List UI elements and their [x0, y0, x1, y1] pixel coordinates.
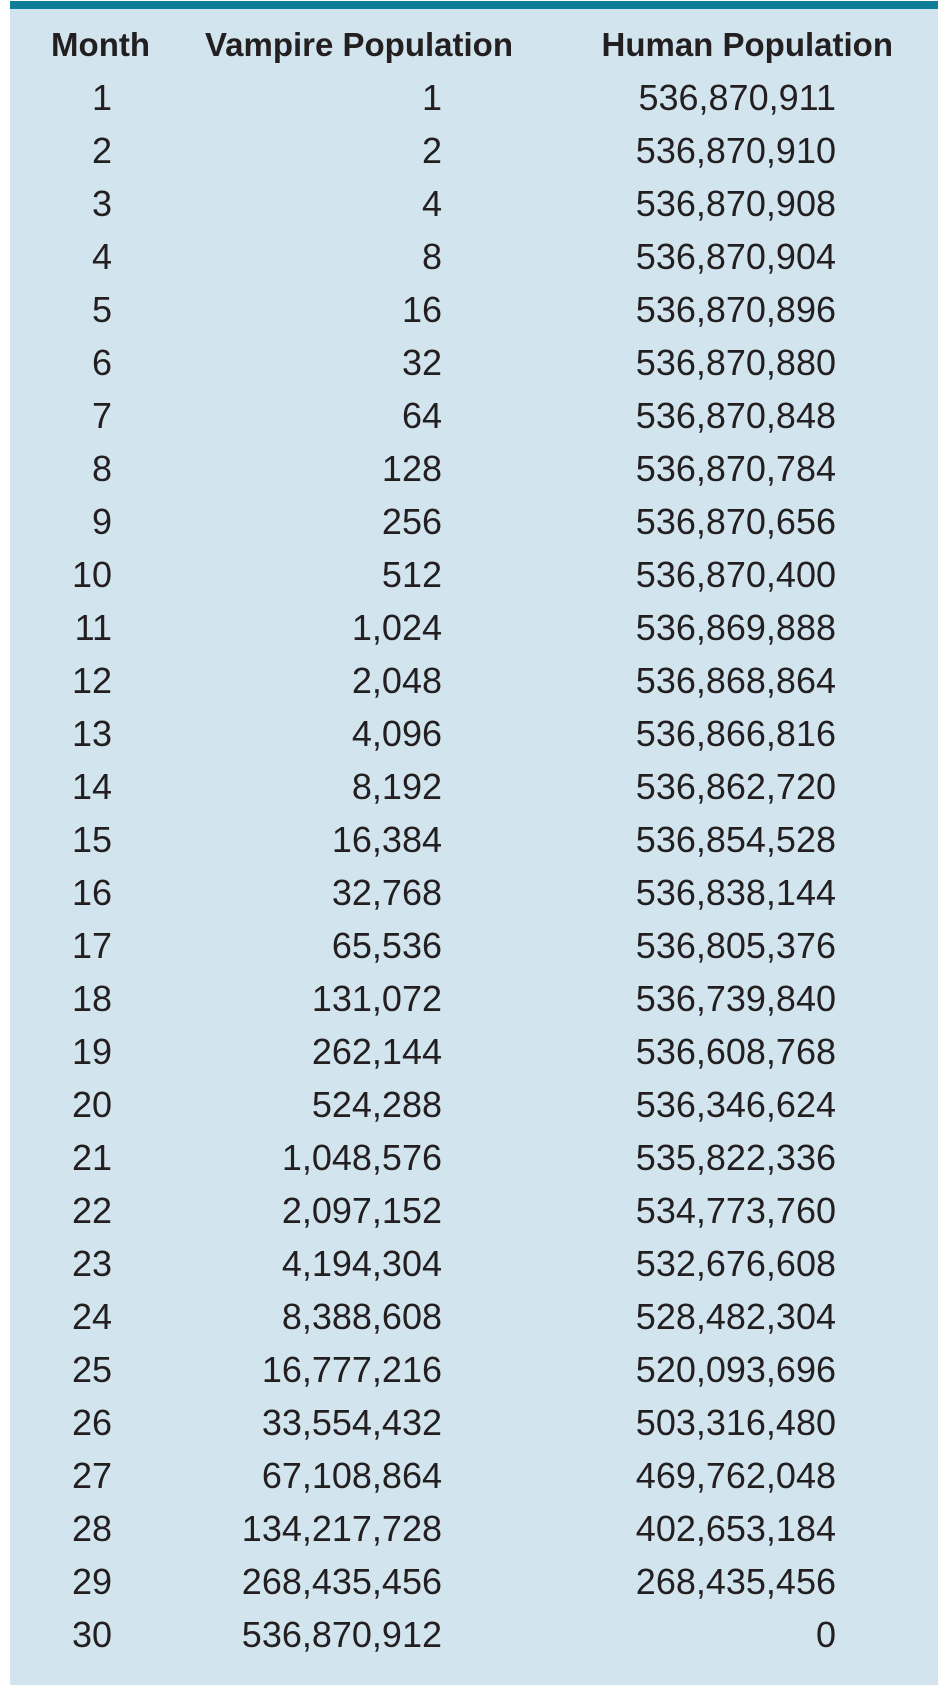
human-population-cell: 268,435,456 [635, 1560, 836, 1602]
table-row [10, 1078, 938, 1131]
spacer-cell [893, 495, 938, 548]
vampire-population-cell: 4 [421, 182, 442, 224]
month-cell: 28 [71, 1507, 112, 1549]
human-population-cell: 536,862,720 [635, 765, 836, 807]
human-population-cell: 536,870,911 [638, 76, 836, 118]
month-cell: 20 [71, 1083, 112, 1125]
table-row [10, 707, 938, 760]
vampire-population-cell: 131,072 [311, 977, 442, 1019]
spacer-cell [893, 1396, 938, 1449]
vampire-population-cell: 16,777,216 [261, 1348, 442, 1390]
vampire-population-cell: 268,435,456 [241, 1560, 442, 1602]
spacer-cell [893, 654, 938, 707]
spacer-column [893, 9, 938, 71]
spacer-cell [893, 707, 938, 760]
table-row [10, 1555, 938, 1608]
month-cell: 16 [71, 871, 112, 913]
human-population-cell: 536,870,908 [635, 182, 836, 224]
human-population-cell: 536,838,144 [635, 871, 836, 913]
month-cell: 2 [91, 129, 112, 171]
spacer-cell [893, 601, 938, 654]
month-cell: 4 [91, 235, 112, 277]
vampire-population-cell: 32,768 [331, 871, 442, 913]
table-row [10, 230, 938, 283]
human-population-cell: 536,805,376 [635, 924, 836, 966]
table-row [10, 1290, 938, 1343]
human-population-cell: 536,739,840 [635, 977, 836, 1019]
table-row [10, 1396, 938, 1449]
human-population-cell: 535,822,336 [635, 1136, 836, 1178]
human-population-cell: 0 [815, 1613, 836, 1655]
month-cell: 3 [91, 182, 112, 224]
vampire-population-cell: 67,108,864 [261, 1454, 442, 1496]
table-row [10, 1237, 938, 1290]
month-cell: 15 [71, 818, 112, 860]
human-population-cell: 536,870,784 [635, 447, 836, 489]
month-cell: 29 [71, 1560, 112, 1602]
spacer-cell [893, 1608, 938, 1661]
spacer-cell [893, 1025, 938, 1078]
spacer-cell [893, 389, 938, 442]
vampire-population-cell: 524,288 [311, 1083, 442, 1125]
table-row [10, 1449, 938, 1502]
spacer-cell [893, 442, 938, 495]
human-population-cell: 536,866,816 [635, 712, 836, 754]
spacer-cell [893, 919, 938, 972]
table-row [10, 177, 938, 230]
table-row [10, 336, 938, 389]
spacer-cell [893, 1290, 938, 1343]
human-population-cell: 520,093,696 [635, 1348, 836, 1390]
vampire-population-cell: 65,536 [331, 924, 442, 966]
header-row [10, 9, 938, 71]
human-population-cell: 536,608,768 [635, 1030, 836, 1072]
vampire-population-cell: 32 [401, 341, 442, 383]
month-cell: 7 [91, 394, 112, 436]
human-population-cell: 536,870,656 [635, 500, 836, 542]
spacer-cell [893, 1131, 938, 1184]
table-row [10, 283, 938, 336]
month-cell: 17 [71, 924, 112, 966]
month-cell: 14 [71, 765, 112, 807]
human-population-cell: 536,868,864 [635, 659, 836, 701]
table-row [10, 654, 938, 707]
human-population-cell: 536,854,528 [635, 818, 836, 860]
human-population-cell: 536,870,910 [635, 129, 836, 171]
month-cell: 13 [71, 712, 112, 754]
vampire-population-cell: 16 [401, 288, 442, 330]
vampire-population-column-header: Vampire Population [204, 26, 513, 63]
vampire-population-cell: 8,388,608 [281, 1295, 442, 1337]
table-row [10, 1608, 938, 1661]
table-row [10, 813, 938, 866]
month-cell: 10 [71, 553, 112, 595]
spacer-cell [893, 230, 938, 283]
month-cell: 5 [91, 288, 112, 330]
spacer-cell [893, 71, 938, 124]
table-row [10, 1343, 938, 1396]
human-population-cell: 469,762,048 [635, 1454, 836, 1496]
table-row [10, 919, 938, 972]
human-population-cell: 536,870,880 [635, 341, 836, 383]
spacer-cell [893, 177, 938, 230]
vampire-population-cell: 1 [421, 76, 442, 118]
vampire-population-cell: 512 [381, 553, 442, 595]
human-population-cell: 503,316,480 [635, 1401, 836, 1443]
spacer-cell [893, 1078, 938, 1131]
vampire-population-cell: 4,194,304 [281, 1242, 442, 1284]
month-column-header: Month [51, 26, 150, 63]
month-cell: 30 [71, 1613, 112, 1655]
table-row [10, 866, 938, 919]
spacer-cell [893, 1343, 938, 1396]
month-cell: 6 [91, 341, 112, 383]
spacer-cell [893, 1449, 938, 1502]
month-cell: 12 [71, 659, 112, 701]
population-table [10, 9, 938, 1661]
vampire-population-cell: 2 [421, 129, 442, 171]
month-cell: 18 [71, 977, 112, 1019]
spacer-cell [893, 1237, 938, 1290]
spacer-cell [893, 972, 938, 1025]
month-cell: 11 [74, 606, 112, 648]
human-population-cell: 536,870,400 [635, 553, 836, 595]
human-population-cell: 528,482,304 [635, 1295, 836, 1337]
month-cell: 26 [71, 1401, 112, 1443]
vampire-population-cell: 128 [381, 447, 442, 489]
month-cell: 8 [91, 447, 112, 489]
spacer-cell [893, 760, 938, 813]
spacer-cell [893, 1502, 938, 1555]
vampire-population-cell: 2,097,152 [281, 1189, 442, 1231]
month-cell: 22 [71, 1189, 112, 1231]
month-cell: 9 [91, 500, 112, 542]
table-row [10, 760, 938, 813]
vampire-population-cell: 8,192 [351, 765, 442, 807]
table-row [10, 1502, 938, 1555]
vampire-population-cell: 262,144 [311, 1030, 442, 1072]
vampire-population-cell: 1,024 [351, 606, 442, 648]
vampire-population-cell: 64 [401, 394, 442, 436]
spacer-cell [893, 283, 938, 336]
spacer-cell [893, 336, 938, 389]
table-row [10, 495, 938, 548]
human-population-cell: 536,346,624 [635, 1083, 836, 1125]
human-population-cell: 532,676,608 [635, 1242, 836, 1284]
table-row [10, 442, 938, 495]
vampire-population-cell: 33,554,432 [261, 1401, 442, 1443]
month-cell: 23 [71, 1242, 112, 1284]
spacer-cell [893, 1184, 938, 1237]
month-cell: 1 [91, 76, 112, 118]
month-cell: 19 [71, 1030, 112, 1072]
vampire-population-cell: 16,384 [331, 818, 442, 860]
vampire-population-cell: 134,217,728 [241, 1507, 442, 1549]
vampire-population-cell: 536,870,912 [241, 1613, 442, 1655]
table-body [10, 71, 938, 1661]
vampire-population-cell: 4,096 [351, 712, 442, 754]
human-population-cell: 536,870,848 [635, 394, 836, 436]
vampire-population-cell: 8 [421, 235, 442, 277]
table-row [10, 124, 938, 177]
human-population-cell: 536,870,896 [635, 288, 836, 330]
vampire-population-cell: 1,048,576 [281, 1136, 442, 1178]
table-row [10, 71, 938, 124]
spacer-cell [893, 124, 938, 177]
month-cell: 27 [71, 1454, 112, 1496]
table-row [10, 972, 938, 1025]
table-row [10, 1025, 938, 1078]
month-cell: 24 [71, 1295, 112, 1337]
human-population-column-header: Human Population [601, 26, 893, 63]
table-row [10, 389, 938, 442]
table-row [10, 1131, 938, 1184]
table-row [10, 601, 938, 654]
month-cell: 21 [71, 1136, 112, 1178]
spacer-cell [893, 1555, 938, 1608]
vampire-population-cell: 256 [381, 500, 442, 542]
population-table-panel [10, 1, 938, 1685]
human-population-cell: 536,870,904 [635, 235, 836, 277]
spacer-cell [893, 866, 938, 919]
month-cell: 25 [71, 1348, 112, 1390]
vampire-population-cell: 2,048 [351, 659, 442, 701]
table-row [10, 548, 938, 601]
human-population-cell: 534,773,760 [635, 1189, 836, 1231]
human-population-cell: 536,869,888 [635, 606, 836, 648]
spacer-cell [893, 813, 938, 866]
spacer-cell [893, 548, 938, 601]
table-row [10, 1184, 938, 1237]
human-population-cell: 402,653,184 [635, 1507, 836, 1549]
